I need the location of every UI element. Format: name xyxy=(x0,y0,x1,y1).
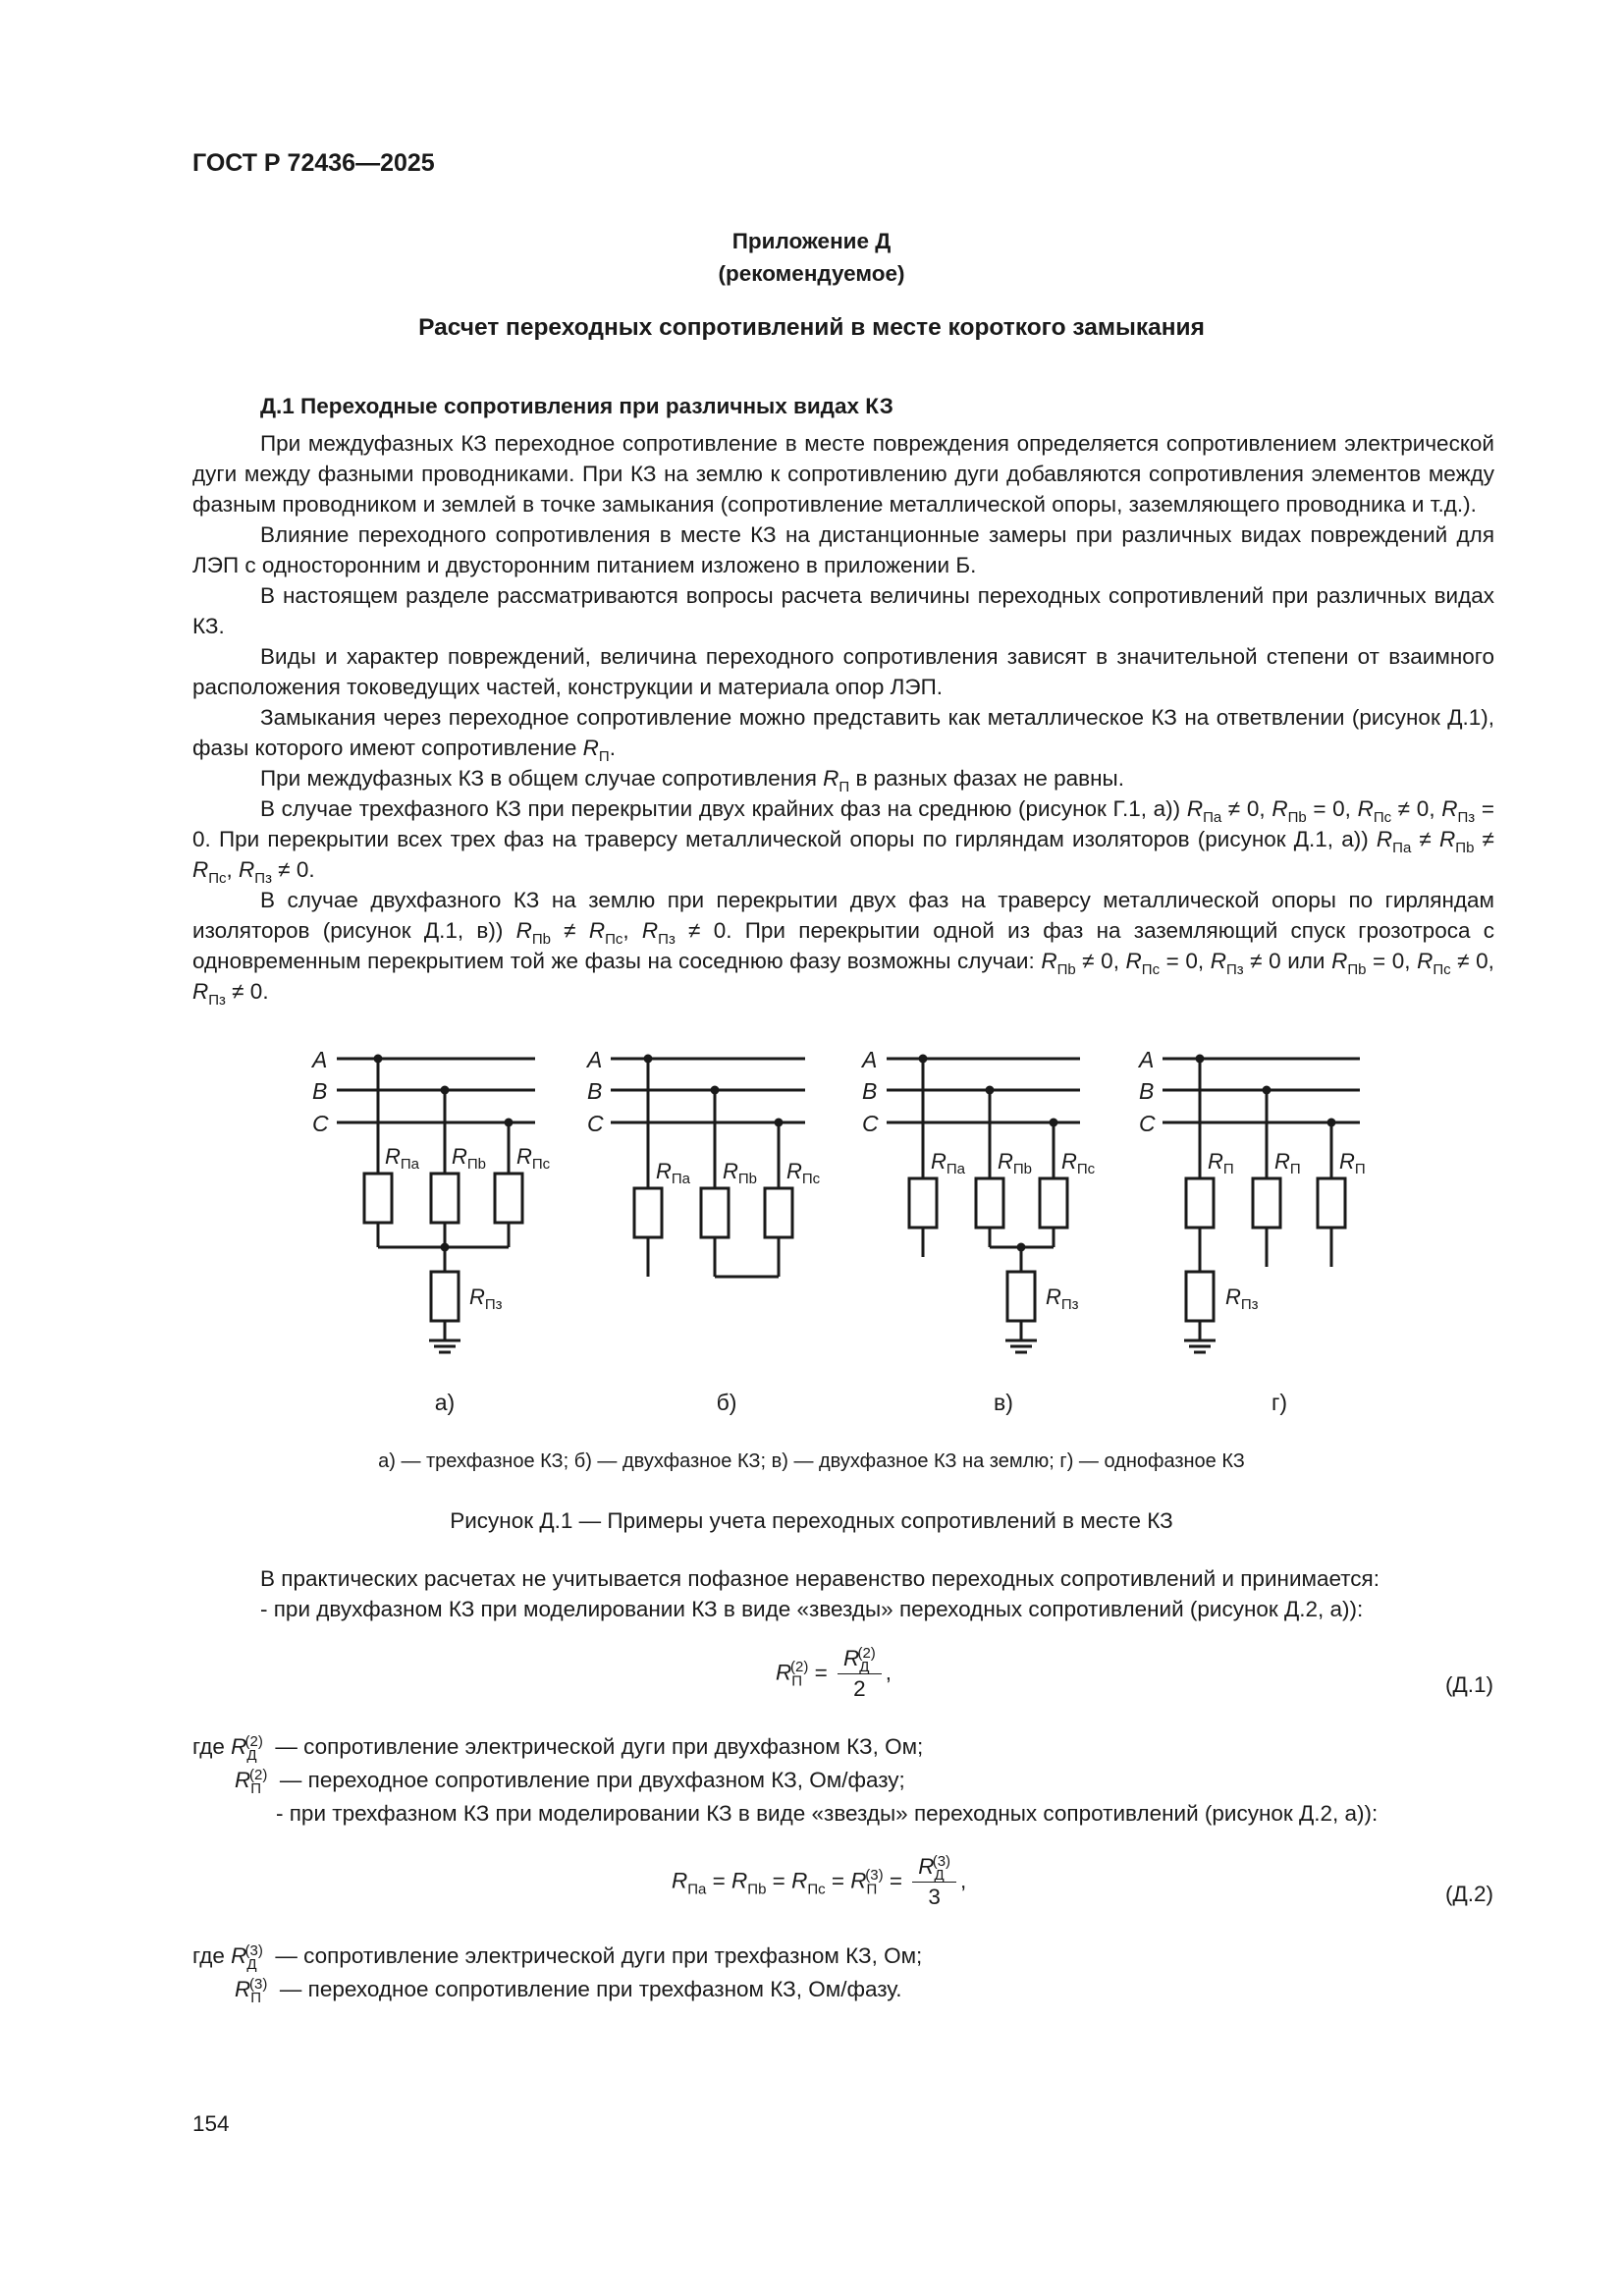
phase-label: A xyxy=(862,1047,878,1072)
resistor-label: $R_{Пс}$ xyxy=(516,1144,551,1173)
paragraph: В настоящем разделе рассматриваются вопросы расчета величины переходных сопротивлений при различных видах КЗ. xyxy=(192,583,1494,638)
where-block-2: где $R_Д^{(3)}$ — сопротивление электрической дуги при трехфазном КЗ, Ом; $R_П^{(3)}$ — переходное сопротивление при трехфазном КЗ, Ом/фазу. xyxy=(192,1942,923,2006)
resistor-label: $R_{Пb}$ xyxy=(723,1159,758,1187)
practical-intro xyxy=(192,1563,1494,1624)
resistor-label: $R_{Па}$ xyxy=(931,1149,966,1177)
resistor-label: $R_{Пз}$ xyxy=(1046,1285,1079,1313)
figure-caption: Рисунок Д.1 — Примеры учета переходных сопротивлений в месте КЗ xyxy=(450,1508,1173,1533)
where-block-1: где $R_Д^{(2)}$ — сопротивление электрической дуги при двухфазном КЗ, Ом; $R_П^{(2)}$ — переходное сопротивление при двухфазном КЗ, Ом/фазу; - при трехфазном КЗ при моделировании КЗ в виде «звезды» переходных сопротивлений (рисунок Д.2, а)): xyxy=(192,1733,1379,1826)
paragraph: Влияние переходного сопротивления в месте КЗ на дистанционные замеры при различных видах повреждений для ЛЭП с односторонним и двусторонним питанием изложено в приложении Б. xyxy=(192,522,1494,577)
resistor-label: $R_{Па}$ xyxy=(656,1159,691,1187)
paragraph: В практических расчетах не учитывается пофазное неравенство переходных сопротивлений и принимается: xyxy=(260,1566,1380,1591)
appendix-heading xyxy=(0,225,1623,290)
panel-label: г) xyxy=(1271,1390,1288,1415)
panel-label: б) xyxy=(716,1390,737,1415)
phase-label: C xyxy=(862,1111,879,1136)
figure-legend: а) — трехфазное КЗ; б) — двухфазное КЗ; в) — двухфазное КЗ на землю; г) — однофазное КЗ xyxy=(378,1450,1245,1472)
appendix-type: (рекомендуемое) xyxy=(718,261,905,286)
paragraph: При междуфазных КЗ в общем случае сопротивления $R_П$ в разных фазах не равны. xyxy=(260,766,1124,795)
phase-label: A xyxy=(1139,1047,1155,1072)
phase-label: B xyxy=(862,1078,878,1104)
paragraph: В случае трехфазного КЗ при перекрытии двух крайних фаз на среднюю (рисунок Г.1, а)) $R_{Па} \ne 0$, $R_{Пb} = 0$, $R_{Пс} \ne 0$, $R_{Пз} = 0$. При перекрытии всех трех фаз на траверсу металлической опоры по гирляндам изоляторов (рисунок Д.1, а)) $R_{Па} \ne R_{Пb} \ne R_{Пс}$, $R_{Пз} \ne 0$. xyxy=(192,796,1494,887)
resistor-label: $R_{Пз}$ xyxy=(1225,1285,1259,1313)
resistor-label: $R_{Пз}$ xyxy=(469,1285,503,1313)
resistor-label: $R_П$ xyxy=(1339,1149,1366,1177)
page-number: 154 xyxy=(192,2111,230,2136)
paragraph: Виды и характер повреждений, величина переходного сопротивления зависят в значительной степени от взаимного расположения токоведущих частей, конструкции и материала опор ЛЭП. xyxy=(192,644,1494,699)
equation-number: (Д.2) xyxy=(1445,1882,1493,1906)
resistor-label: $R_П$ xyxy=(1208,1149,1234,1177)
resistor-label: $R_{Пb}$ xyxy=(998,1149,1033,1177)
phase-label: C xyxy=(587,1111,604,1136)
paragraph: Замыкания через переходное сопротивление можно представить как металлическое КЗ на ответвлении (рисунок Д.1), фазы которого имеют сопротивление $R_П$. xyxy=(192,705,1494,765)
phase-label: B xyxy=(587,1078,603,1104)
section-heading: Д.1 Переходные сопротивления при различных видах КЗ xyxy=(260,394,893,418)
phase-label: A xyxy=(587,1047,603,1072)
paragraph: - при двухфазном КЗ при моделировании КЗ в виде «звезды» переходных сопротивлений (рисунок Д.2, а)): xyxy=(260,1597,1364,1621)
equation-number: (Д.1) xyxy=(1445,1672,1493,1697)
resistor-label: $R_{Па}$ xyxy=(385,1144,420,1173)
resistor-label: $R_{Пс}$ xyxy=(1061,1149,1096,1177)
phase-label: C xyxy=(312,1111,329,1136)
doc-header: ГОСТ Р 72436—2025 xyxy=(192,149,435,177)
formula-d2: $R_{Па} = R_{Пb} = R_{Пс} = R_П^{(3)}$ = $\frac{R_Д^{(3)}}{3}$ , xyxy=(672,1853,967,1909)
resistor-label: $R_П$ xyxy=(1274,1149,1301,1177)
panel-label: а) xyxy=(434,1390,456,1415)
phase-label: B xyxy=(1139,1078,1155,1104)
panel-label: в) xyxy=(994,1390,1013,1415)
paragraph: В случае двухфазного КЗ на землю при перекрытии двух фаз на траверсу металлической опоры по гирляндам изоляторов (рисунок Д.1, в)) $R_{Пb} \ne R_{Пс}$, $R_{Пз} \ne 0$. При перекрытии одной из фаз на заземляющий спуск грозотроса с одновременным перекрытием той же фазы на соседнюю фазу возможны случаи: $R_{Пb} \ne 0$, $R_{Пс} = 0$, $R_{Пз} \ne 0$ или $R_{Пb} = 0$, $R_{Пс} \ne 0$, $R_{Пз} \ne 0$. xyxy=(192,888,1494,1009)
paragraph: При междуфазных КЗ переходное сопротивление в месте повреждения определяется сопротивлением электрической дуги между фазными проводниками. При КЗ на землю к сопротивлению дуги добавляются сопротивления элементов между фазным проводником и землей в точке замыкания (сопротивление металлической опоры, заземляющего проводника и т.д.). xyxy=(192,431,1494,517)
phase-label: A xyxy=(312,1047,328,1072)
figure-d1 xyxy=(295,1041,1424,1434)
body-text xyxy=(192,428,1494,1007)
phase-label: C xyxy=(1139,1111,1156,1136)
formula-d1: $R_П^{(2)}$ = $\frac{R_Д^{(2)}}{2}$ , xyxy=(776,1645,893,1701)
resistor-label: $R_{Пb}$ xyxy=(452,1144,487,1173)
phase-label: B xyxy=(312,1078,328,1104)
appendix-name: Приложение Д xyxy=(731,229,892,253)
resistor-label: $R_{Пс}$ xyxy=(786,1159,821,1187)
page-title: Расчет переходных сопротивлений в месте короткого замыкания xyxy=(418,314,1205,341)
